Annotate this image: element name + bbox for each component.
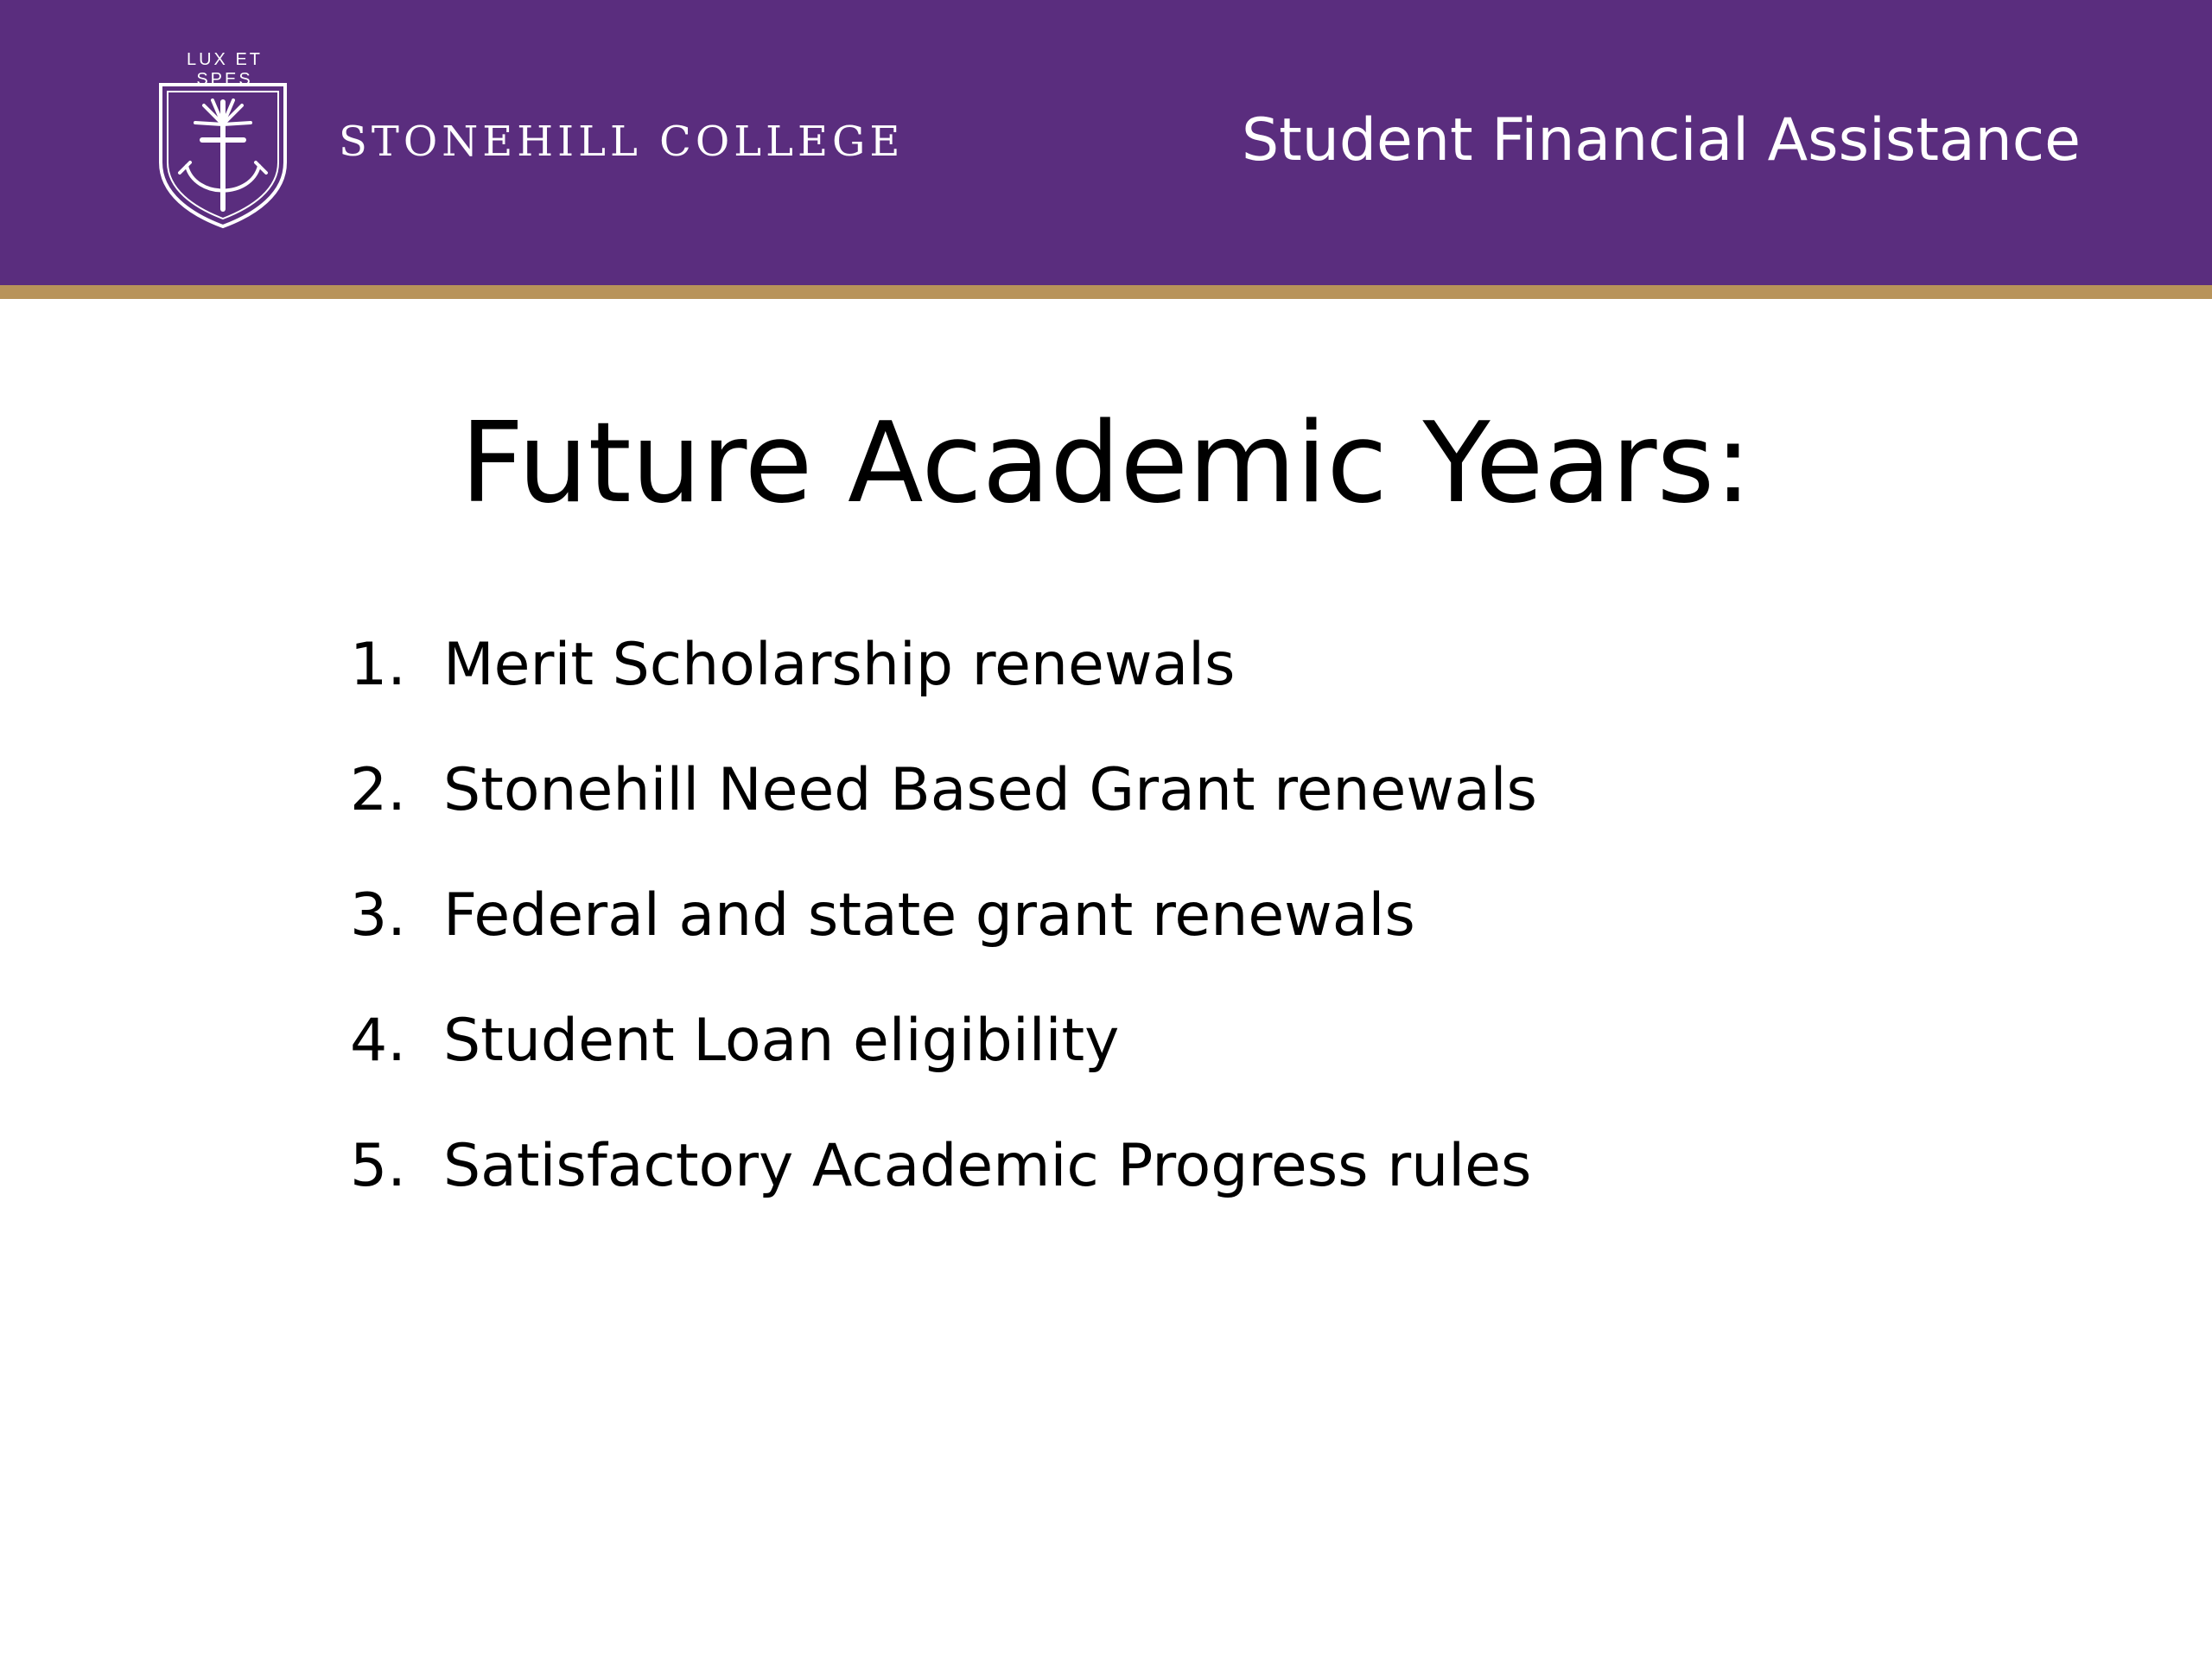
list-item-text: Satisfactory Academic Progress rules bbox=[443, 1132, 1532, 1200]
slide-title: Future Academic Years: bbox=[460, 399, 1752, 528]
list-item bbox=[350, 622, 1537, 747]
list-item-number: 2. bbox=[350, 756, 406, 824]
college-motto: LUX ET SPES bbox=[186, 50, 264, 89]
stonehill-crest-icon bbox=[154, 79, 292, 230]
gold-divider bbox=[0, 285, 2212, 299]
college-name: STONEHILL COLLEGE bbox=[339, 118, 905, 166]
list-item-number: 1. bbox=[350, 631, 406, 699]
list-item-number: 4. bbox=[350, 1007, 406, 1075]
list-item bbox=[350, 747, 1537, 873]
header-bar bbox=[0, 0, 2212, 285]
list-item bbox=[350, 998, 1537, 1123]
list-item-text: Merit Scholarship renewals bbox=[443, 631, 1236, 699]
list-item-text: Federal and state grant renewals bbox=[443, 881, 1415, 950]
numbered-list bbox=[350, 622, 1537, 1249]
department-name: Student Financial Assistance bbox=[1241, 106, 2081, 175]
list-item-text: Stonehill Need Based Grant renewals bbox=[443, 756, 1537, 824]
list-item-number: 5. bbox=[350, 1132, 406, 1200]
list-item bbox=[350, 1123, 1537, 1249]
list-item-number: 3. bbox=[350, 881, 406, 950]
list-item bbox=[350, 873, 1537, 998]
list-item-text: Student Loan eligibility bbox=[443, 1007, 1120, 1075]
